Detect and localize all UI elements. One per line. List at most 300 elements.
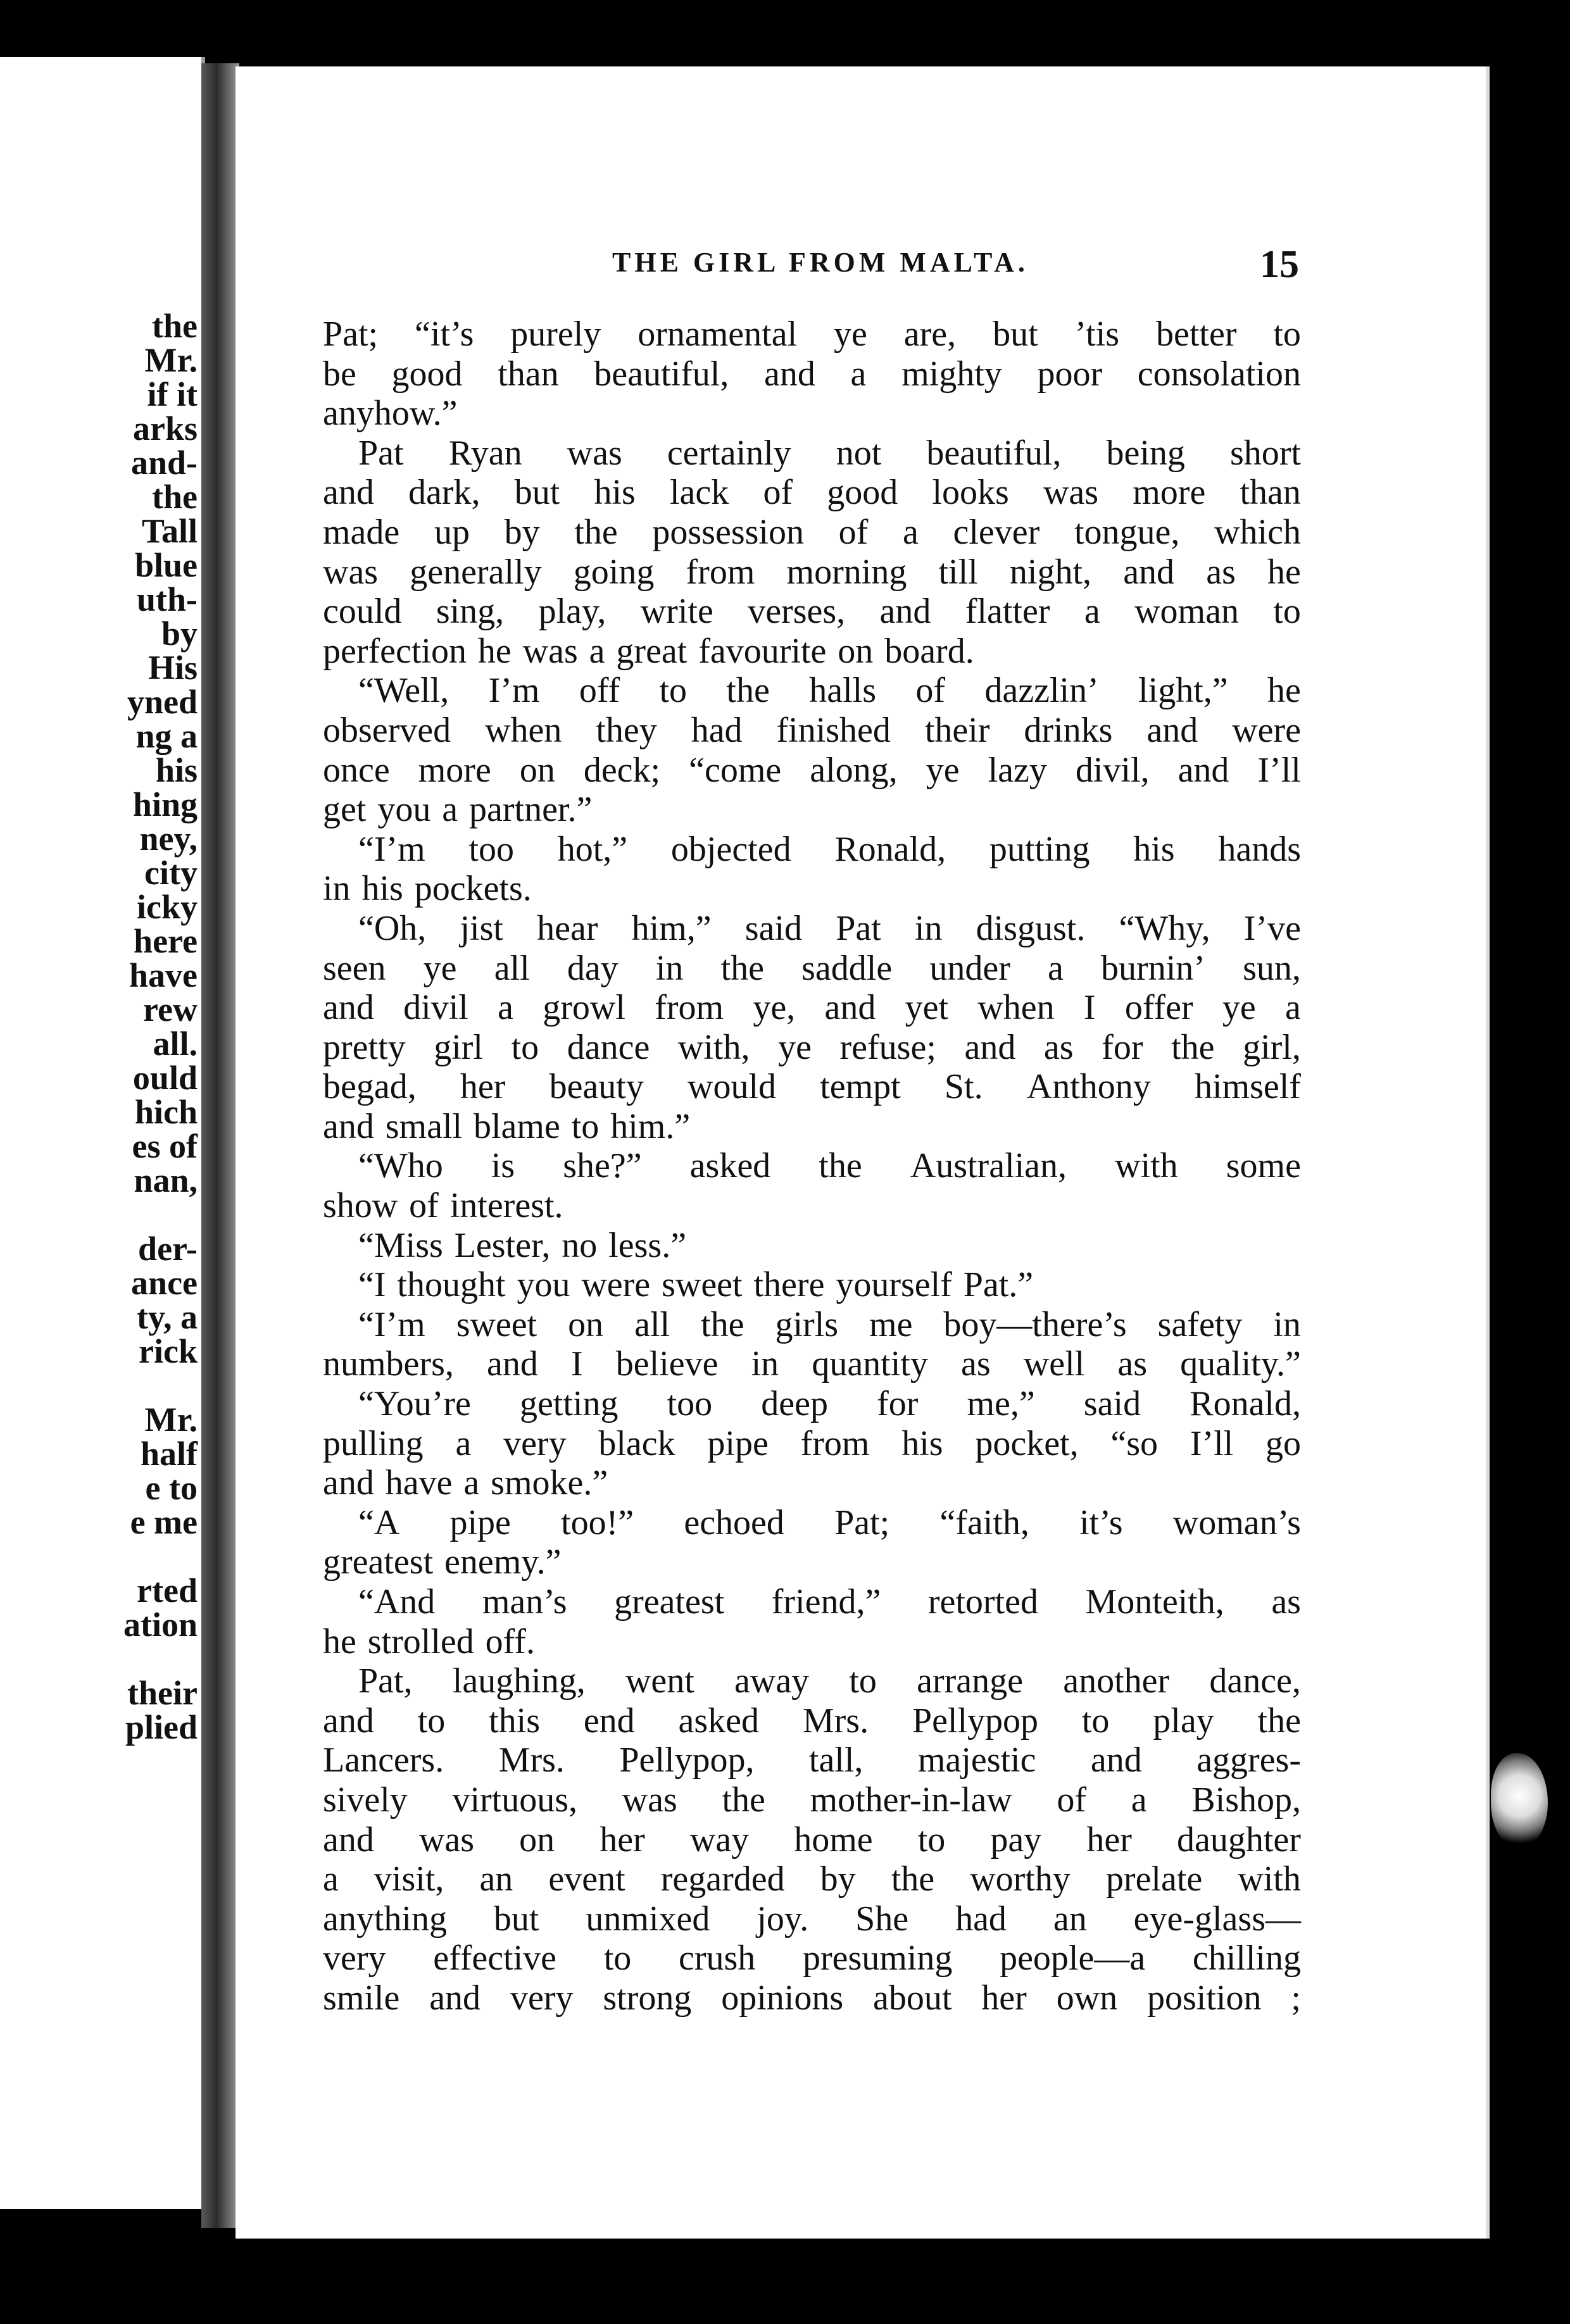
word: and	[323, 473, 374, 513]
text-line	[323, 1780, 1301, 1820]
page-number: 15	[1260, 243, 1299, 286]
word: could	[323, 592, 402, 632]
text-line	[323, 1701, 1301, 1741]
word: her	[981, 1978, 1027, 2018]
word: made	[323, 512, 400, 552]
word: echoed	[684, 1502, 784, 1542]
word: sun,	[1243, 948, 1301, 988]
word: to	[417, 1701, 446, 1740]
word: to	[1081, 1701, 1110, 1740]
word: girls	[775, 1304, 839, 1344]
word: “You’re	[358, 1384, 471, 1424]
word: jist	[460, 908, 503, 948]
word: the	[701, 1304, 744, 1344]
facing-page-fragment: nan,	[134, 1161, 198, 1199]
text-line	[323, 592, 1301, 632]
page-header	[236, 243, 1486, 290]
facing-page-fragment: Tall	[141, 512, 198, 550]
word: greatest	[323, 1542, 434, 1582]
word: Mrs.	[802, 1701, 869, 1740]
word: as	[1206, 552, 1236, 592]
text-line	[323, 394, 1301, 434]
word: a	[850, 354, 867, 394]
word: Mrs.	[498, 1740, 565, 1780]
word: “Miss	[358, 1225, 443, 1265]
word: once	[323, 750, 390, 790]
word: seen	[323, 948, 386, 988]
word: of	[763, 473, 793, 513]
word: effective	[433, 1939, 557, 1978]
word: night,	[1009, 552, 1092, 592]
paper-damage-spot	[1491, 1753, 1548, 1848]
word: girl	[434, 1027, 483, 1067]
word: St.	[944, 1067, 983, 1107]
word: sively	[323, 1780, 408, 1820]
word: to	[849, 1661, 877, 1701]
word: the	[1257, 1701, 1301, 1740]
word: beautiful,	[926, 433, 1062, 473]
word: as	[1043, 1027, 1074, 1067]
word: home	[794, 1820, 873, 1859]
word: the	[720, 948, 764, 988]
text-line	[323, 1503, 1301, 1543]
word: short	[1229, 433, 1301, 473]
facing-page-fragment: half	[140, 1435, 198, 1473]
word: was	[1043, 473, 1099, 513]
word: Bishop,	[1191, 1780, 1301, 1820]
book-gutter	[201, 63, 239, 2228]
word: clever	[953, 512, 1040, 552]
word: thought	[397, 1265, 506, 1305]
word: ye	[1222, 988, 1256, 1028]
word: consolation	[1137, 354, 1301, 394]
facing-page-fragment: the	[152, 307, 198, 345]
facing-page-fragment: e me	[130, 1503, 198, 1541]
word: anyhow.”	[323, 394, 458, 434]
word: have	[385, 1463, 453, 1503]
word: her	[1086, 1820, 1132, 1859]
word: Monteith,	[1085, 1582, 1224, 1621]
word: said	[744, 908, 803, 948]
word: very	[323, 1939, 386, 1978]
word: burnin’	[1101, 948, 1205, 988]
word: divil,	[1075, 750, 1150, 790]
word: of	[838, 512, 869, 552]
word: not	[836, 433, 882, 473]
text-line	[323, 1424, 1301, 1464]
text-line	[323, 988, 1301, 1028]
word: a	[1084, 592, 1100, 632]
word: was	[622, 1780, 677, 1820]
word: sweet	[662, 1265, 743, 1305]
word: eye-glass—	[1133, 1899, 1301, 1939]
word: very	[503, 1423, 567, 1463]
word: “it’s	[415, 315, 474, 354]
word: than	[1240, 473, 1301, 513]
word: he	[1267, 671, 1301, 711]
facing-page-fragment: ng a	[135, 717, 198, 755]
word: majestic	[917, 1740, 1036, 1780]
word: a	[1131, 1780, 1147, 1820]
text-line	[323, 1265, 1301, 1305]
word: Pat	[358, 433, 404, 473]
word: they	[596, 710, 657, 750]
text-line	[323, 1305, 1301, 1345]
word: Pat	[836, 908, 881, 948]
facing-page-fragment: here	[134, 922, 198, 960]
word: in	[914, 908, 943, 948]
facing-page-fragment: arks	[132, 409, 198, 447]
word: observed	[323, 710, 451, 750]
word: a	[463, 1463, 480, 1503]
word: asked	[689, 1146, 771, 1186]
word: to	[659, 671, 688, 711]
word: chilling	[1192, 1939, 1301, 1978]
word: tongue,	[1074, 512, 1180, 552]
word: pipe	[707, 1423, 769, 1463]
body-text	[323, 315, 1301, 2018]
word: of	[915, 671, 946, 711]
word: I’ll	[1190, 1423, 1234, 1463]
word: drinks	[1024, 710, 1113, 750]
word: all	[494, 948, 530, 988]
word: a	[1048, 948, 1064, 988]
word: pocket,	[975, 1423, 1079, 1463]
word: but	[514, 473, 560, 513]
word: regarded	[660, 1859, 785, 1899]
word: well	[1023, 1344, 1085, 1384]
word: laughing,	[452, 1661, 586, 1701]
word: Pat.”	[963, 1265, 1034, 1305]
word: morning	[786, 552, 907, 592]
word: putting	[989, 829, 1090, 869]
word: greatest	[614, 1582, 725, 1621]
word: prelate	[1105, 1859, 1203, 1899]
text-line	[323, 1939, 1301, 1978]
facing-page-fragment: ance	[131, 1264, 198, 1302]
word: event	[548, 1859, 625, 1899]
word: ye	[834, 315, 867, 354]
word: and	[1178, 750, 1229, 790]
word: ye	[423, 948, 457, 988]
facing-page-edge	[0, 57, 205, 2209]
word: yourself	[836, 1265, 952, 1305]
text-line	[323, 315, 1301, 354]
word: deep	[761, 1384, 828, 1424]
word: a	[589, 631, 605, 671]
word: and	[879, 592, 931, 632]
word: Pat,	[358, 1661, 413, 1701]
word: tall,	[808, 1740, 864, 1780]
word: generally	[410, 552, 542, 592]
word: own	[1056, 1978, 1118, 2018]
word: aggres-	[1196, 1740, 1301, 1780]
facing-page-fragment: hich	[134, 1093, 198, 1131]
facing-page-fragment: ould	[132, 1059, 198, 1097]
word: safety	[1157, 1304, 1243, 1344]
text-line	[323, 354, 1301, 394]
word: and	[323, 1701, 374, 1740]
word: to	[917, 1820, 946, 1859]
word: Ryan	[448, 433, 522, 473]
text-line	[323, 1226, 1301, 1266]
word: refuse;	[839, 1027, 936, 1067]
word: great	[616, 631, 688, 671]
word: saddle	[801, 948, 893, 988]
word: in	[655, 948, 684, 988]
word: was	[418, 1820, 475, 1859]
text-line	[323, 473, 1301, 513]
word: begad,	[323, 1067, 417, 1107]
facing-page-fragment: yned	[127, 683, 198, 721]
word: was	[323, 552, 379, 592]
word: than	[498, 354, 559, 394]
word: woman’s	[1172, 1502, 1301, 1542]
facing-page-fragment: ney,	[139, 820, 198, 858]
word: visit,	[374, 1859, 444, 1899]
word: tempt	[820, 1067, 901, 1107]
word: you	[517, 1265, 570, 1305]
word: play,	[538, 592, 606, 632]
word: go	[1265, 1423, 1301, 1463]
word: retorted	[927, 1582, 1038, 1621]
word: people—a	[1000, 1939, 1146, 1978]
word: his	[901, 1423, 943, 1463]
word: on	[519, 1820, 555, 1859]
word: as	[961, 1344, 991, 1384]
facing-page-fragment: e to	[145, 1469, 198, 1507]
word: verses,	[748, 592, 846, 632]
word: a	[442, 790, 458, 830]
word: he	[1267, 552, 1301, 592]
word: he	[477, 631, 512, 671]
text-line	[323, 553, 1301, 592]
text-line	[323, 1622, 1301, 1662]
word: I	[1083, 988, 1096, 1028]
word: I’ll	[1257, 750, 1301, 790]
word: an	[1053, 1899, 1087, 1939]
word: away	[734, 1661, 810, 1701]
word: ornamental	[637, 315, 798, 354]
word: for	[1102, 1027, 1143, 1067]
word: dark,	[408, 473, 480, 513]
word: “I’m	[358, 1304, 425, 1344]
word: on	[568, 1304, 604, 1344]
word: yet	[905, 988, 949, 1028]
word: deck;	[583, 750, 661, 790]
word: Ronald,	[834, 829, 946, 869]
word: dance	[567, 1027, 650, 1067]
word: arrange	[917, 1661, 1024, 1701]
word: as	[1117, 1344, 1148, 1384]
word: beauty	[549, 1067, 644, 1107]
word: “Who	[358, 1146, 443, 1186]
word: of	[409, 1186, 439, 1226]
word: strolled	[367, 1621, 474, 1661]
word: objected	[670, 829, 791, 869]
text-line	[323, 671, 1301, 711]
word: crush	[678, 1939, 756, 1978]
word: the	[722, 1780, 765, 1820]
word: him.”	[610, 1106, 691, 1146]
word: ye	[926, 750, 960, 790]
word: too	[468, 829, 515, 869]
word: flatter	[965, 592, 1050, 632]
word: certainly	[667, 433, 791, 473]
facing-page-fragment: city	[144, 854, 198, 892]
word: me,”	[967, 1384, 1035, 1424]
text-line	[323, 1067, 1301, 1107]
word: and	[1123, 552, 1175, 592]
word: and	[323, 1106, 374, 1146]
word: worthy	[970, 1859, 1071, 1899]
word: position	[1147, 1978, 1262, 2018]
word: possession	[652, 512, 804, 552]
word: Pellypop	[912, 1701, 1039, 1740]
word: going	[573, 552, 655, 592]
word: get	[323, 790, 367, 830]
word: end	[583, 1701, 635, 1740]
text-line	[323, 949, 1301, 989]
word: a	[323, 1859, 339, 1899]
word: more	[418, 750, 491, 790]
word: I’ve	[1243, 908, 1301, 948]
word: blame	[474, 1106, 560, 1146]
word: pulling	[323, 1423, 424, 1463]
text-line	[323, 869, 1301, 909]
word: getting	[519, 1384, 619, 1424]
word: it’s	[1079, 1502, 1123, 1542]
word: Anthony	[1026, 1067, 1151, 1107]
word: “Why,	[1119, 908, 1210, 948]
word: and	[323, 1820, 374, 1859]
word: Australian,	[910, 1146, 1067, 1186]
word: his	[361, 869, 403, 909]
word: her	[600, 1820, 645, 1859]
word: Pellypop,	[619, 1740, 755, 1780]
word: “Well,	[358, 671, 449, 711]
word: Lancers.	[323, 1740, 444, 1780]
facing-page-fragment: uth-	[136, 580, 198, 618]
word: ye	[778, 1027, 812, 1067]
word: daughter	[1176, 1820, 1301, 1859]
word: asked	[678, 1701, 760, 1740]
text-line	[323, 1661, 1301, 1701]
word: went	[625, 1661, 694, 1701]
facing-page-fragment: rew	[143, 990, 198, 1028]
word: man’s	[482, 1582, 567, 1621]
word: “come	[689, 750, 782, 790]
word: finished	[776, 710, 891, 750]
text-line	[323, 1899, 1301, 1939]
word: be	[323, 354, 356, 394]
facing-page-fragment: have	[129, 956, 198, 994]
word: ’tis	[1074, 315, 1120, 354]
text-line	[323, 830, 1301, 870]
text-line	[323, 790, 1301, 830]
word: “so	[1110, 1423, 1159, 1463]
word: I’m	[488, 671, 540, 711]
word: with,	[677, 1027, 750, 1067]
word: and	[1146, 710, 1198, 750]
word: you	[377, 790, 431, 830]
word: from	[655, 988, 724, 1028]
word: sweet	[456, 1304, 537, 1344]
word: light,”	[1138, 671, 1228, 711]
text-line	[323, 1542, 1301, 1582]
word: pockets.	[414, 869, 532, 909]
word: to	[511, 1027, 539, 1067]
word: virtuous,	[452, 1780, 577, 1820]
facing-page-fragment: ation	[123, 1606, 198, 1644]
word: Lester,	[454, 1225, 551, 1265]
word: were	[1232, 710, 1301, 750]
word: beautiful,	[594, 354, 729, 394]
word: show	[323, 1186, 398, 1226]
word: their	[924, 710, 990, 750]
text-line	[323, 1028, 1301, 1068]
word: dance,	[1209, 1661, 1301, 1701]
word: joy.	[757, 1899, 809, 1939]
word: better	[1155, 315, 1237, 354]
word: opinions	[721, 1978, 844, 2018]
facing-page-fragment: if it	[147, 375, 198, 413]
word: and	[429, 1978, 481, 2018]
word: smile	[323, 1978, 400, 2018]
facing-page-fragment: rted	[137, 1571, 198, 1609]
word: of	[1057, 1780, 1087, 1820]
word: pretty	[323, 1027, 406, 1067]
text-line	[323, 1463, 1301, 1503]
word: her	[460, 1067, 506, 1107]
word: about	[873, 1978, 952, 2018]
word: his	[1133, 829, 1175, 869]
word: him,”	[631, 908, 712, 948]
word: believe	[615, 1344, 719, 1384]
word: the	[726, 671, 770, 711]
facing-page-fragment: and-	[130, 444, 198, 482]
word: small	[385, 1106, 463, 1146]
word: hot,”	[557, 829, 628, 869]
word: till	[938, 552, 978, 592]
word: perfection	[323, 631, 467, 671]
facing-page-fragment: ty, a	[136, 1298, 198, 1336]
text-line	[323, 1582, 1301, 1622]
text-line	[323, 1146, 1301, 1186]
facing-page-fragment: hing	[132, 785, 198, 823]
word: with	[1238, 1859, 1301, 1899]
facing-page-fragment: blue	[134, 546, 198, 584]
word: boy—there’s	[943, 1304, 1127, 1344]
word: “faith,	[939, 1502, 1029, 1542]
word: “A	[358, 1502, 400, 1542]
word: “I	[358, 1265, 386, 1305]
facing-page-fragment: es of	[132, 1127, 198, 1165]
word: with	[1115, 1146, 1178, 1186]
word: and	[323, 988, 374, 1028]
word: disgust.	[976, 908, 1086, 948]
text-line	[323, 751, 1301, 790]
word: partner.”	[469, 790, 593, 830]
word: the	[819, 1146, 862, 1186]
word: mother-in-law	[810, 1780, 1012, 1820]
word: poor	[1037, 354, 1103, 394]
word: and	[824, 988, 876, 1028]
word: but	[993, 315, 1038, 354]
word: this	[489, 1701, 540, 1740]
facing-page-fragment: Mr.	[144, 1401, 198, 1439]
word: the	[891, 1859, 935, 1899]
